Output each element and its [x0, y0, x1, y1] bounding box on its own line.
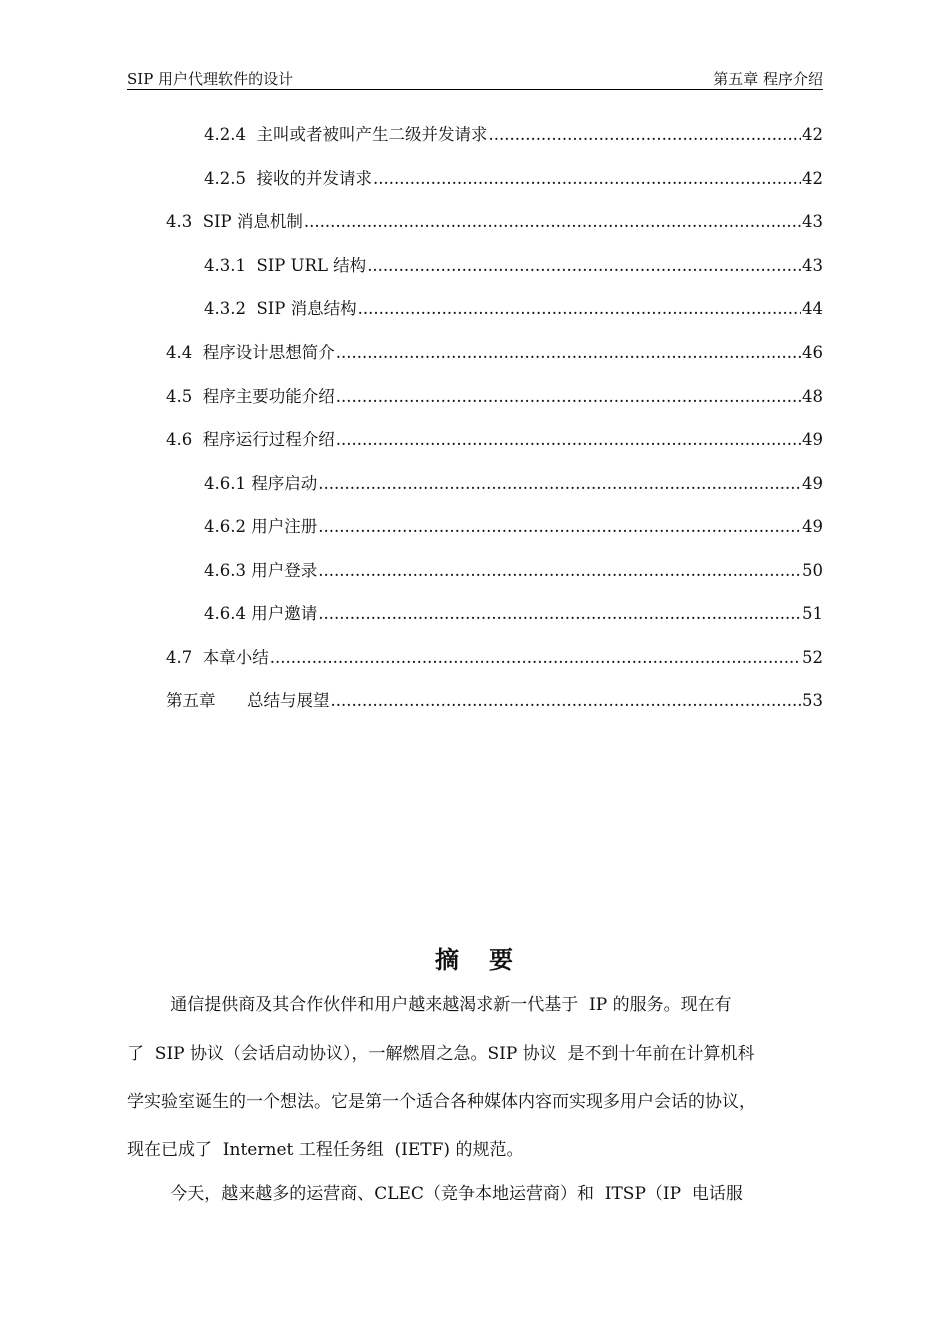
toc-entry-label: 4.6 程序运行过程介绍 — [166, 430, 335, 449]
toc-leader-dots — [488, 124, 801, 146]
toc-entry-label: 4.6.3 用户登录 — [204, 561, 318, 580]
toc-leader-dots — [358, 298, 801, 320]
toc-leader-dots — [330, 690, 801, 712]
toc-leader-dots — [270, 647, 801, 669]
toc-page-number: 53 — [802, 691, 823, 710]
toc-entry[interactable] — [204, 168, 823, 190]
toc-page-number: 51 — [802, 604, 823, 623]
toc-leader-dots — [373, 168, 801, 190]
header-document-title: SIP 用户代理软件的设计 — [127, 70, 294, 88]
toc-entry-label: 4.7 本章小结 — [166, 648, 269, 667]
abstract-heading-char: 摘 — [435, 946, 461, 974]
abstract-heading — [0, 940, 950, 975]
toc-page-number: 50 — [802, 561, 823, 580]
toc-leader-dots — [318, 560, 801, 582]
abstract-line: 今天，越来越多的运营商、CLEC（竞争本地运营商）和 ITSP（IP 电话服 — [127, 1184, 743, 1204]
toc-leader-dots — [367, 255, 801, 277]
toc-entry[interactable] — [204, 473, 823, 495]
toc-entry[interactable] — [204, 560, 823, 582]
toc-entry-label: 4.3 SIP 消息机制 — [166, 212, 303, 231]
toc-page-number: 43 — [802, 212, 823, 231]
toc-entry[interactable] — [204, 298, 823, 320]
abstract-line: 现在已成了 Internet 工程任务组 (IETF) 的规范。 — [127, 1140, 524, 1160]
toc-entry-label: 4.2.4 主叫或者被叫产生二级并发请求 — [204, 125, 488, 144]
page-header — [127, 66, 823, 90]
abstract-heading-char: 要 — [489, 946, 515, 974]
toc-leader-dots — [304, 211, 801, 233]
toc-page-number: 42 — [802, 169, 823, 188]
toc-leader-dots — [336, 429, 801, 451]
toc-page-number: 48 — [802, 387, 823, 406]
toc-leader-dots — [318, 603, 801, 625]
toc-entry[interactable] — [166, 342, 823, 364]
toc-entry-label: 4.3.2 SIP 消息结构 — [204, 299, 357, 318]
toc-entry-label: 第五章 总结与展望 — [166, 691, 330, 710]
toc-entry[interactable] — [166, 386, 823, 408]
toc-page-number: 49 — [802, 474, 823, 493]
toc-page-number: 42 — [802, 125, 823, 144]
toc-page-number: 52 — [802, 648, 823, 667]
toc-page-number: 44 — [802, 299, 823, 318]
toc-entry[interactable] — [204, 516, 823, 538]
abstract-line: 了 SIP 协议（会话启动协议），一解燃眉之急。SIP 协议 是不到十年前在计算机科 — [127, 1044, 755, 1064]
toc-entry-label: 4.2.5 接收的并发请求 — [204, 169, 372, 188]
toc-page-number: 43 — [802, 256, 823, 275]
toc-entry[interactable] — [166, 429, 823, 451]
toc-entry[interactable] — [204, 255, 823, 277]
toc-entry[interactable] — [166, 211, 823, 233]
toc-leader-dots — [336, 386, 801, 408]
toc-page-number: 46 — [802, 343, 823, 362]
header-chapter-title: 第五章 程序介绍 — [713, 70, 823, 88]
toc-entry-label: 4.6.1 程序启动 — [204, 474, 318, 493]
toc-leader-dots — [318, 473, 801, 495]
toc-entry-label: 4.5 程序主要功能介绍 — [166, 387, 335, 406]
abstract-line: 通信提供商及其合作伙伴和用户越来越渴求新一代基于 IP 的服务。现在有 — [127, 995, 732, 1015]
toc-leader-dots — [336, 342, 801, 364]
abstract-line: 学实验室诞生的一个想法。它是第一个适合各种媒体内容而实现多用户会话的协议， — [127, 1092, 756, 1112]
toc-entry-label: 4.3.1 SIP URL 结构 — [204, 256, 367, 275]
toc-entry[interactable] — [204, 603, 823, 625]
toc-entry-label: 4.6.4 用户邀请 — [204, 604, 318, 623]
toc-entry-label: 4.4 程序设计思想简介 — [166, 343, 335, 362]
toc-entry[interactable] — [166, 690, 823, 712]
toc-entry-label: 4.6.2 用户注册 — [204, 517, 318, 536]
toc-page-number: 49 — [802, 517, 823, 536]
toc-entry[interactable] — [166, 647, 823, 669]
toc-leader-dots — [318, 516, 801, 538]
toc-page-number: 49 — [802, 430, 823, 449]
toc-entry[interactable] — [204, 124, 823, 146]
